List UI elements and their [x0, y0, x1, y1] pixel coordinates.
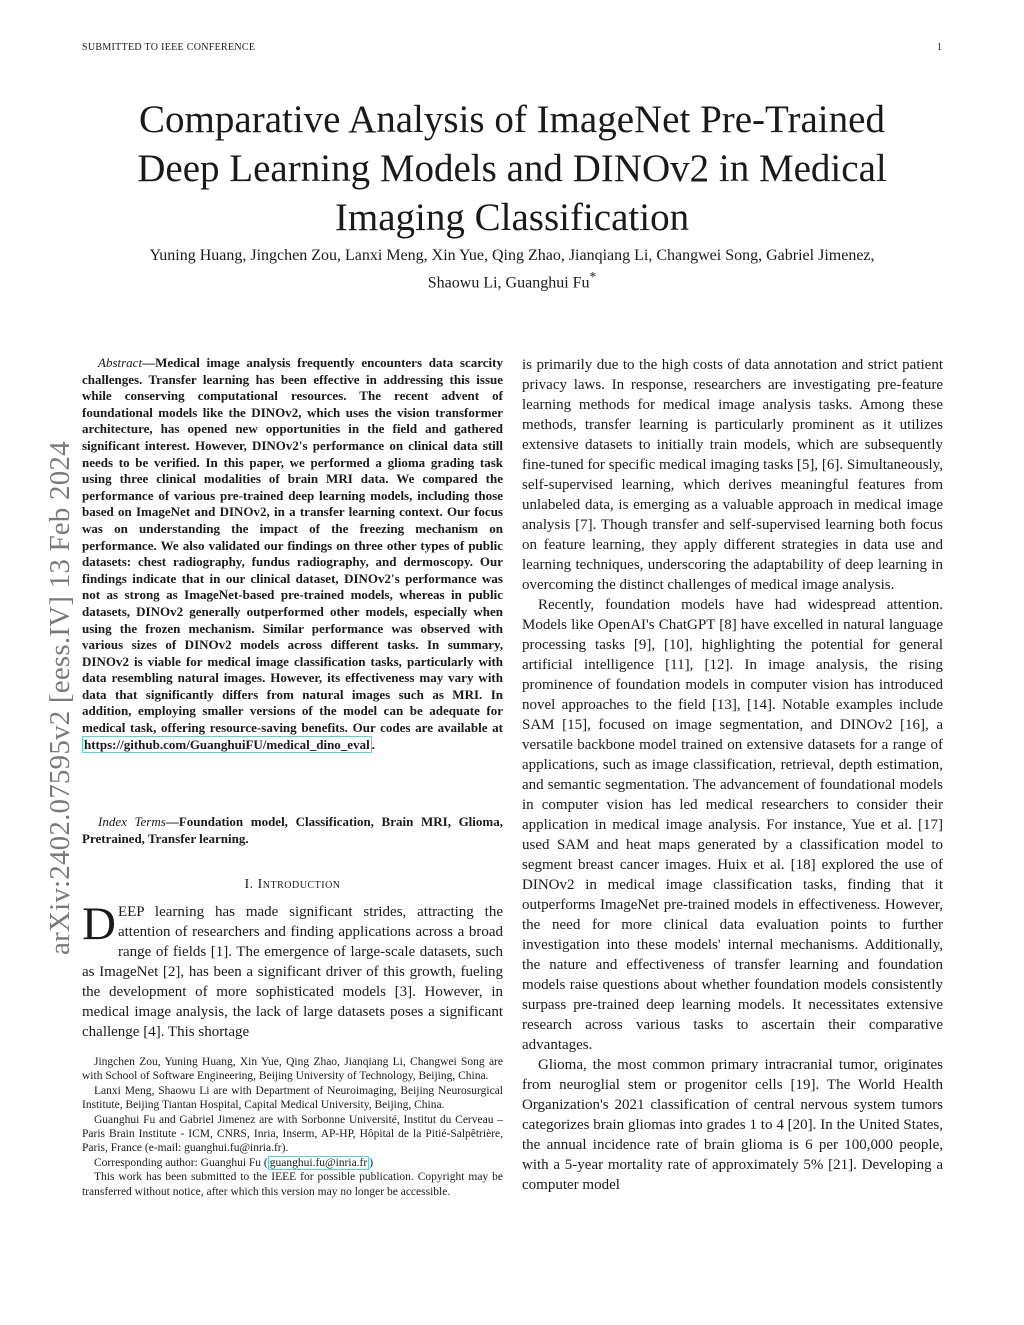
right-paragraph-2: Recently, foundation models have had widespread attention. Models like OpenAI's ChatGPT [8] have excelled in natural language processing tasks [9], [10], highlighting the potential for general artificial intelligence [11], [12]. In image analysis, the rising prominence of foundation models in computer vision has introduced novel approaches to the field [13], [14]. Notable examples include SAM [15], focused on image segmentation, and DINOv2 [16], a versatile backbone model trained on extensive datasets for a range of applications, such as image classification, retrieval, depth estimation, and semantic segmentation. The advancement of foundational models in computer vision has led medical researchers to consider their application in medical image analysis. For instance, Yue et al. [17] used SAM and heat maps generated by a classification model to segment breast cancer images. Huix et al. [18] explored the use of DINOv2 in medical image classification tasks, finding that it outperforms ImageNet pre-trained models in effectiveness. However, the need for more clinical data evaluation points to further investigation into these models' internal mechanisms. Additionally, the nature and effectiveness of transfer learning and foundation models raise questions about whether foundation models consistently surpass pre-trained deep learning models. It necessitates extensive research across various tasks to ascertain their comparative advantages.: [522, 597, 943, 1053]
section-number: I.: [244, 877, 254, 892]
author-line-1: Yuning Huang, Jingchen Zou, Lanxi Meng, Xin Yue, Qing Zhao, Jianqiang Li, Changwei Song, Gabriel Jimenez,: [149, 247, 875, 264]
right-paragraph-1: is primarily due to the high costs of data annotation and strict patient privacy laws. In response, researchers are investigating pre-feature learning methods for medical image analysis tasks. Among these methods, transfer learning is particularly prominent as it utilizes extensive datasets to initially train models, which are subsequently fine-tuned for specific medical imaging tasks [5], [6]. Simultaneously, self-supervised learning, which derives meaningful features from unlabeled data, is emerging as a valuable approach in medical image analysis [7]. Though transfer and self-supervised learning both focus on feature learning, they apply different strategies in data use and learning techniques, underscoring the adaptability of deep learning in overcoming the distinct challenges of medical image analysis.: [522, 357, 943, 593]
footnotes: [82, 1055, 503, 1199]
right-paragraph-3: Glioma, the most common primary intracranial tumor, originates from neuroglial stem or progenitor cells [19]. The World Health Organization's 2021 classification of central nervous system tumors categorizes brain gliomas into grades 1 to 4 [20]. In the United States, the annual incidence rate of brain glioma is 6 per 100,000 people, with a 5-year mortality rate of approximately 5% [21]. Developing a computer model: [522, 1057, 943, 1193]
author-line-2: [70, 266, 954, 293]
footnote-corresponding: [82, 1156, 503, 1170]
footnote-copyright: This work has been submitted to the IEEE for possible publication. Copyright may be transferred without notice, after which this version may no longer be accessible.: [82, 1171, 503, 1198]
author-line-2-text: Shaowu Li, Guanghui Fu: [427, 274, 590, 292]
abstract-end: .: [371, 736, 375, 752]
author-list: [70, 245, 954, 293]
index-terms-label: Index Terms: [98, 814, 166, 829]
section-title: Introduction: [257, 877, 341, 892]
running-header: SUBMITTED TO IEEE CONFERENCE: [82, 42, 256, 53]
footnote-affiliation-1: Jingchen Zou, Yuning Huang, Xin Yue, Qing Zhao, Jianqiang Li, Changwei Song are with School of Software Engineering, Beijing University of Technology, Beijing, China.: [82, 1056, 503, 1083]
section-heading: [82, 877, 503, 893]
index-terms: [82, 814, 503, 847]
email-link[interactable]: guanghui.fu@inria.fr: [269, 1156, 368, 1169]
code-repo-link[interactable]: https://github.com/GuanghuiFU/medical_dino_eval: [84, 736, 370, 752]
abstract-text: —Medical image analysis frequently encounters data scarcity challenges. Transfer learning has been effective in addressing this issue while conserving computational resources. The recent advent of foundational models like the DINOv2, which uses the vision transformer architecture, has opened new opportunities in the field and gathered significant interest. However, DINOv2's performance on clinical data still needs to be verified. In this paper, we performed a glioma grading task using three clinical modalities of brain MRI data. We compared the performance of various pre-trained deep learning models, including those based on ImageNet and DINOv2, in a transfer learning context. Our focus was on understanding the impact of the freezing mechanism on performance. We also validated our findings on three other types of public datasets: chest radiography, fundus radiography, and dermoscopy. Our findings indicate that in our clinical dataset, DINOv2's performance was not as strong as ImageNet-based pre-trained models, whereas in public datasets, DINOv2 generally outperformed other models, especially when using the frozen mechanism. Similar performance was observed with various sizes of DINOv2 models across different tasks. In summary, DINOv2 is viable for medical image classification tasks, particularly with data resembling natural images. However, its effectiveness may vary with data that significantly differs from natural images such as MRI. In addition, employing smaller versions of the model can be adequate for medical task, offering resource-saving benefits. Our codes are available at: [82, 355, 503, 736]
drop-cap: D: [82, 898, 116, 950]
abstract: [82, 355, 503, 753]
arxiv-identifier: arXiv:2402.07595v2 [eess.IV] 13 Feb 2024: [44, 441, 76, 955]
page-number: 1: [937, 42, 942, 53]
right-column: [522, 355, 943, 1195]
corresponding-suffix: ): [369, 1156, 374, 1169]
introduction-text: [82, 898, 503, 1042]
abstract-label: Abstract: [98, 355, 143, 370]
intro-paragraph: EEP learning has made significant strides, attracting the attention of researchers and finding applications across a broad range of fields [1]. The emergence of large-scale datasets, such as ImageNet [2], has been a significant driver of this growth, fueling the development of more sophisticated models [3]. However, in medical image analysis, the lack of large datasets poses a significant challenge [4]. This shortage: [82, 904, 503, 1040]
index-terms-text: —Foundation model, Classification, Brain MRI, Glioma, Pretrained, Transfer learning.: [82, 814, 503, 846]
corresponding-asterisk: *: [589, 269, 597, 284]
corresponding-prefix: Corresponding author: Guanghui Fu (: [94, 1156, 268, 1169]
footnote-affiliation-2: Lanxi Meng, Shaowu Li are with Department of Neuroimaging, Beijing Neurosurgical Institute, Beijing Tiantan Hospital, Capital Medical University, Beijing, China.: [82, 1084, 503, 1112]
paper-title: Comparative Analysis of ImageNet Pre-Trained Deep Learning Models and DINOv2 in Medical Imaging Classification: [137, 98, 887, 239]
footnote-affiliation-3: Guanghui Fu and Gabriel Jimenez are with Sorbonne Université, Institut du Cerveau – Paris Brain Institute - ICM, CNRS, Inria, Inserm, AP-HP, Hôpital de la Pitié-Salpêtrière, Paris, France (e-mail: guanghui.fu@inria.fr).: [82, 1113, 503, 1155]
